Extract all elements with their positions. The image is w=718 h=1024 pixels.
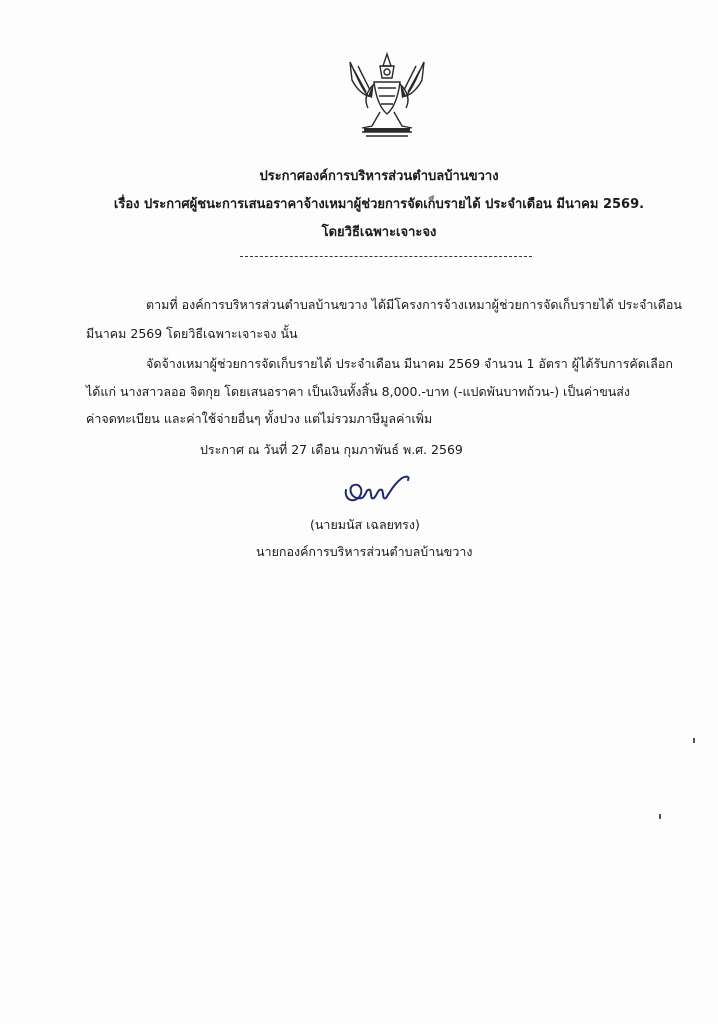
paragraph2-line2: ได้แก่ นางสาวลออ จิตกุย โดยเสนอราคา เป็นเงินทั้งสิ้น 8,000.-บาท (-แปดพันบาทถ้วน-) เป็นค่าขนส่ง bbox=[86, 384, 631, 399]
paragraph2-line1: จัดจ้างเหมาผู้ช่วยการจัดเก็บรายได้ ประจำเดือน มีนาคม 2569 จำนวน 1 อัตรา ผู้ได้รับการคัดเลือก bbox=[146, 356, 673, 371]
scan-mark bbox=[693, 738, 695, 743]
signer-name: (นายมนัส เฉลยทรง) bbox=[310, 517, 420, 532]
scan-mark bbox=[659, 814, 661, 819]
announcement-method: โดยวิธีเฉพาะเจาะจง bbox=[321, 225, 437, 240]
announcement-subject: เรื่อง ประกาศผู้ชนะการเสนอราคาจ้างเหมาผู้ช่วยการจัดเก็บรายได้ ประจำเดือน มีนาคม 2569. bbox=[113, 197, 645, 212]
paragraph1-line1: ตามที่ องค์การบริหารส่วนตำบลบ้านขวาง ได้มีโครงการจ้างเหมาผู้ช่วยการจัดเก็บรายได้ ประจำเดือน bbox=[146, 297, 682, 312]
announcement-date: ประกาศ ณ วันที่ 27 เดือน กุมภาพันธ์ พ.ศ. 2569 bbox=[200, 442, 463, 457]
handwritten-signature-icon bbox=[336, 470, 416, 510]
announcement-org-title: ประกาศองค์การบริหารส่วนตำบลบ้านขวาง bbox=[259, 169, 499, 184]
paragraph1-line2: มีนาคม 2569 โดยวิธีเฉพาะเจาะจง นั้น bbox=[86, 326, 298, 341]
paragraph2-line3: ค่าจดทะเบียน และค่าใช้จ่ายอื่นๆ ทั้งปวง แต่ไม่รวมภาษีมูลค่าเพิ่ม bbox=[86, 411, 433, 426]
signer-position: นายกองค์การบริหารส่วนตำบลบ้านขวาง bbox=[256, 544, 473, 559]
divider-line bbox=[240, 256, 532, 257]
garuda-emblem-icon bbox=[342, 52, 432, 140]
